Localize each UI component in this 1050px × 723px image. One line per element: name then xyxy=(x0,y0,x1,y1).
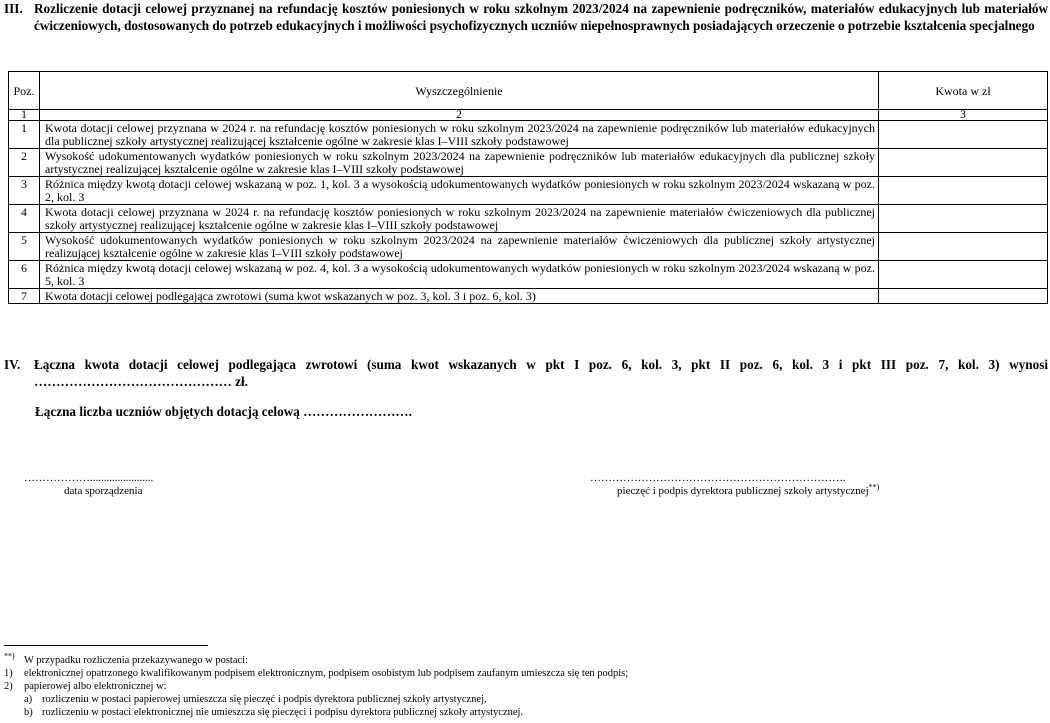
row-description: Wysokość udokumentowanych wydatków poniesionych w roku szkolnym 2023/2024 na zapewnienie podręczników lub materiałów edukacyjnych dla publicznej szkoły artystycznej realizującej kształcenie ogólne w zakresie klas I–VIII szkoły podstawowej xyxy=(40,149,879,177)
footnote-marker-text: **) xyxy=(4,651,15,661)
column-number: 3 xyxy=(879,110,1048,121)
column-number-row xyxy=(9,110,1048,121)
footnote-item-text: elektronicznej opatrzonego kwalifikowanym podpisem elektronicznym, podpisem osobistym lub podpisem zaufanym umieszcza się ten podpis; xyxy=(24,668,629,679)
table-row xyxy=(9,177,1048,205)
row-position: 2 xyxy=(9,149,40,177)
table-header-row xyxy=(9,72,1048,110)
amount-cell[interactable] xyxy=(879,177,1048,205)
director-signature-label-wrap xyxy=(617,482,880,498)
footnote-intro-row xyxy=(4,651,628,667)
indent-spacer xyxy=(4,706,24,719)
header-amount: Kwota w zł xyxy=(879,72,1048,110)
footnote-divider xyxy=(4,645,208,646)
students-count-text: Łączna liczba uczniów objętych dotacją celową ……………………. xyxy=(35,404,412,419)
table-row xyxy=(9,233,1048,261)
row-position: 6 xyxy=(9,261,40,289)
table-row xyxy=(9,261,1048,289)
table-row xyxy=(9,149,1048,177)
footnote-subitem xyxy=(4,693,628,706)
total-refund-text: Łączna kwota dotacji celowej podlegająca zwrotowi (suma kwot wskazanych w pkt I poz. 6, kol. 3, pkt II poz. 6, kol. 3 i pkt III poz. 7, kol. 3) wynosi ……………………………………… zł. xyxy=(34,357,1048,389)
footnote-subitem-num: b) xyxy=(24,707,33,718)
amount-cell[interactable] xyxy=(879,289,1048,304)
footnote-intro: W przypadku rozliczenia przekazywanego w postaci: xyxy=(24,655,248,666)
header-poz: Poz. xyxy=(9,72,40,110)
row-description: Wysokość udokumentowanych wydatków poniesionych w roku szkolnym 2023/2024 na zapewnienie materiałów ćwiczeniowych dla publicznej szkoły artystycznej realizującej kształcenie ogólne w zakresie klas I–VIII szkoły podstawowej xyxy=(40,233,879,261)
director-signature-dots: ……………………………………………………………. xyxy=(590,472,846,484)
table-row xyxy=(9,289,1048,304)
footnote-item-text: papierowej albo elektronicznej w: xyxy=(24,681,167,692)
amount-cell[interactable] xyxy=(879,205,1048,233)
row-description: Kwota dotacji celowej podlegająca zwrotowi (suma kwot wskazanych w poz. 3, kol. 3 i poz. 6, kol. 3) xyxy=(40,289,879,304)
amount-cell[interactable] xyxy=(879,233,1048,261)
row-position: 3 xyxy=(9,177,40,205)
section-title: Rozliczenie dotacji celowej przyznanej na refundację kosztów poniesionych w roku szkolnym 2023/2024 na zapewnienie podręczników, materiałów edukacyjnych lub materiałów ćwiczeniowych, dostosowanych do potrzeb edukacyjnych i możliwości psychofizycznych uczniów niepełnosprawnych posiadających orzeczenie o potrzebie kształcenia specjalnego xyxy=(34,1,1048,33)
row-description: Kwota dotacji celowej przyznana w 2024 r. na refundację kosztów poniesionych w roku szkolnym 2023/2024 na zapewnienie materiałów ćwiczeniowych dla publicznej szkoły artystycznej realizującej kształcenie ogólne w zakresie klas I–VIII szkoły podstawowej xyxy=(40,205,879,233)
row-position: 4 xyxy=(9,205,40,233)
row-description: Różnica między kwotą dotacji celowej wskazaną w poz. 1, kol. 3 a wysokością udokumentowanych wydatków poniesionych w roku szkolnym 2023/2024 wskazaną w poz. 2, kol. 3 xyxy=(40,177,879,205)
footnote-marker xyxy=(4,651,24,667)
amount-cell[interactable] xyxy=(879,121,1048,149)
section-iv-number: IV. xyxy=(4,357,21,372)
row-description: Różnica między kwotą dotacji celowej wskazaną w poz. 4, kol. 3 a wysokością udokumentowanych wydatków poniesionych w roku szkolnym 2023/2024 wskazaną w poz. 5, kol. 3 xyxy=(40,261,879,289)
director-signature-label: pieczęć i podpis dyrektora publicznej szkoły artystycznej xyxy=(617,485,869,497)
row-position: 1 xyxy=(9,121,40,149)
section-iv xyxy=(4,356,1048,390)
footnote-item xyxy=(4,680,628,693)
row-position: 7 xyxy=(9,289,40,304)
indent-spacer xyxy=(4,693,24,706)
header-description: Wyszczególnienie xyxy=(40,72,879,110)
footnote-subitem-text: rozliczeniu w postaci elektronicznej nie umieszcza się pieczęci i podpisu dyrektora publicznej szkoły artystycznej. xyxy=(42,707,524,718)
table-row xyxy=(9,205,1048,233)
date-label: data sporządzenia xyxy=(64,485,143,497)
settlement-table xyxy=(8,71,1048,304)
table-row xyxy=(9,121,1048,149)
column-number: 1 xyxy=(9,110,40,121)
footnote-subitem xyxy=(4,706,628,719)
amount-cell[interactable] xyxy=(879,261,1048,289)
footnote-subitem-text: rozliczeniu w postaci papierowej umieszcza się pieczęć i podpis dyrektora publicznej szkoły artystycznej, xyxy=(42,694,487,705)
amount-cell[interactable] xyxy=(879,149,1048,177)
row-description: Kwota dotacji celowej przyznana w 2024 r. na refundację kosztów poniesionych w roku szkolnym 2023/2024 na zapewnienie podręczników lub materiałów edukacyjnych dla publicznej szkoły artystycznej realizującej kształcenie ogólne w zakresie klas I–VIII szkoły podstawowej xyxy=(40,121,879,149)
footnote-item xyxy=(4,667,628,680)
footnote-ref: **) xyxy=(868,482,880,492)
row-position: 5 xyxy=(9,233,40,261)
footnote-subitem-num: a) xyxy=(24,694,33,705)
footnote-item-num: 1) xyxy=(4,668,13,679)
column-number: 2 xyxy=(40,110,879,121)
section-number: III. xyxy=(4,1,23,16)
section-iii-heading xyxy=(4,1,1048,34)
date-signature-dots: ………………....................... xyxy=(24,472,154,484)
footnote xyxy=(4,651,629,719)
footnote-item-num: 2) xyxy=(4,681,13,692)
